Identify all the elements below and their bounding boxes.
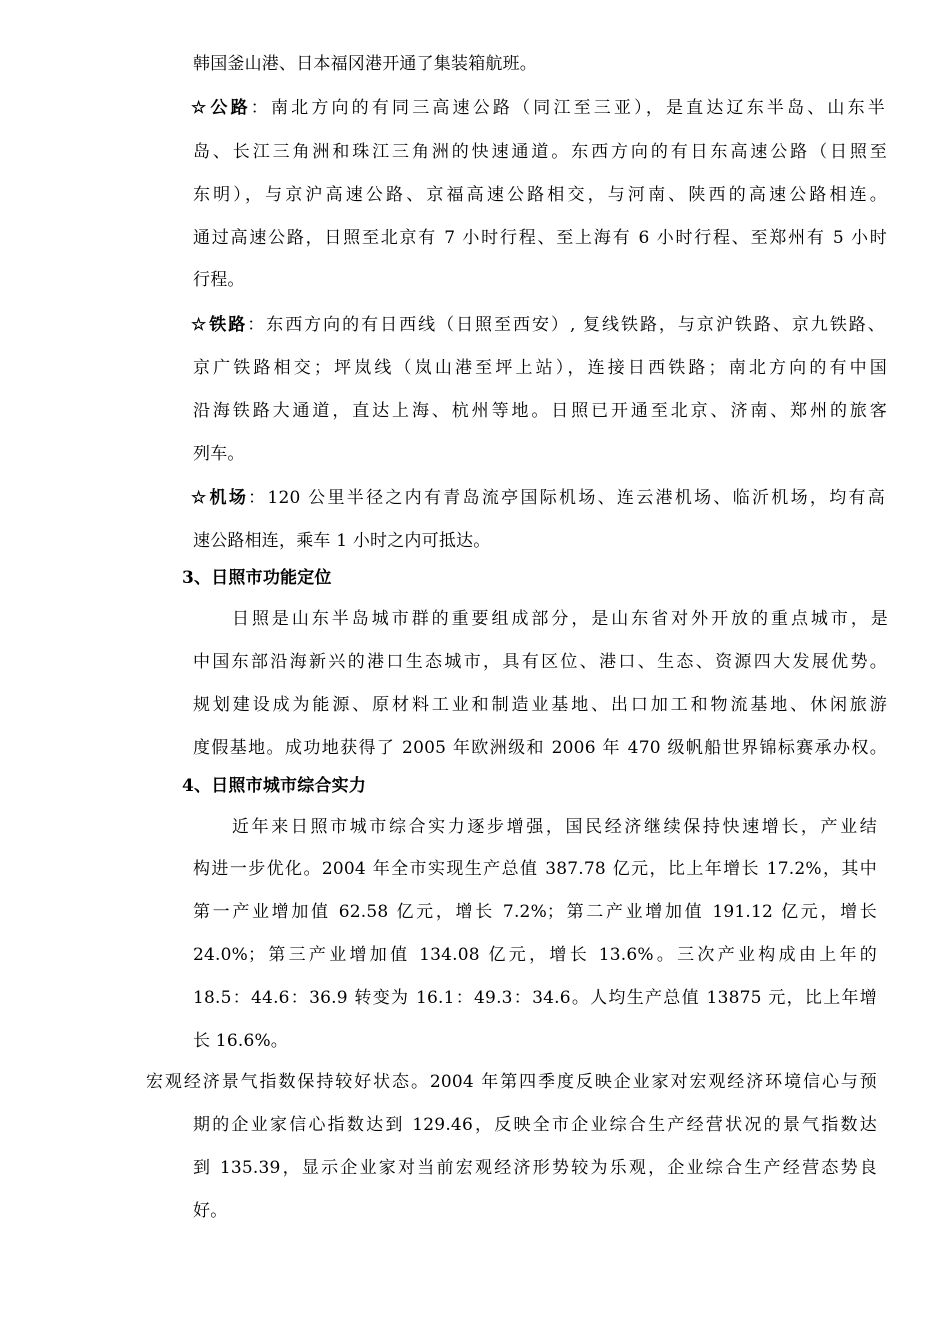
airport-line-2: 速公路相连，乘车 1 小时之内可抵达。 xyxy=(193,531,491,551)
section-4-heading: 4、日照市城市综合实力 xyxy=(182,776,367,796)
highway-line-2: 岛、长江三角洲和珠江三角洲的快速通道。东西方向的有日东高速公路（日照至 xyxy=(193,142,887,162)
section-4-line-2: 构进一步优化。2004 年全市实现生产总值 387.78 亿元，比上年增长 17.2%，其中 xyxy=(193,859,877,879)
star-icon: ☆ xyxy=(191,488,209,508)
highway-label: 公路 xyxy=(210,98,251,118)
airport-label: 机场 xyxy=(209,488,249,508)
highway-line-4: 通过高速公路，日照至北京有 7 小时行程、至上海有 6 小时行程、至郑州有 5 小时 xyxy=(193,228,887,248)
macro-line-1: 宏观经济景气指数保持较好状态。2004 年第四季度反映企业家对宏观经济环境信心与预 xyxy=(146,1072,877,1092)
railway-label: 铁路 xyxy=(209,315,248,335)
section-3-heading: 3、日照市功能定位 xyxy=(182,568,332,588)
star-icon: ☆ xyxy=(191,98,210,118)
star-icon: ☆ xyxy=(191,315,209,335)
railway-line-3: 沿海铁路大通道，直达上海、杭州等地。日照已开通至北京、济南、郑州的旅客 xyxy=(193,401,887,421)
macro-line-2: 期的企业家信心指数达到 129.46，反映全市企业综合生产经营状况的景气指数达 xyxy=(193,1115,877,1135)
railway-line-4: 列车。 xyxy=(193,444,245,464)
section-4-line-6: 长 16.6%。 xyxy=(193,1031,289,1051)
section-4-line-4: 24.0%；第三产业增加值 134.08 亿元，增长 13.6%。三次产业构成由上年的 xyxy=(193,945,877,965)
section-4-line-5: 18.5：44.6：36.9 转变为 16.1：49.3：34.6。人均生产总值 13875 元，比上年增 xyxy=(193,988,877,1008)
macro-line-3: 到 135.39，显示企业家对当前宏观经济形势较为乐观，企业综合生产经营态势良 xyxy=(193,1158,877,1178)
railway-line-1 xyxy=(191,313,885,337)
section-3-line-3: 规划建设成为能源、原材料工业和制造业基地、出口加工和物流基地、休闲旅游 xyxy=(193,695,887,715)
section-3-line-1: 日照是山东半岛城市群的重要组成部分，是山东省对外开放的重点城市，是 xyxy=(232,609,888,629)
airport-text: ：120 公里半径之内有青岛流亭国际机场、连云港机场、临沂机场，均有高 xyxy=(248,488,885,508)
section-4-line-1: 近年来日照市城市综合实力逐步增强，国民经济继续保持快速增长，产业结 xyxy=(232,817,877,837)
railway-text: ：东西方向的有日西线（日照至西安）, 复线铁路，与京沪铁路、京九铁路、 xyxy=(247,315,885,335)
section-4-line-3: 第一产业增加值 62.58 亿元，增长 7.2%；第二产业增加值 191.12 亿元，增长 xyxy=(193,902,877,922)
paragraph-line: 韩国釜山港、日本福冈港开通了集装箱航班。 xyxy=(193,54,537,74)
section-3-line-2: 中国东部沿海新兴的港口生态城市，具有区位、港口、生态、资源四大发展优势。 xyxy=(193,652,887,672)
airport-line-1 xyxy=(191,486,885,510)
highway-line-1 xyxy=(191,96,885,120)
highway-text: ：南北方向的有同三高速公路（同江至三亚），是直达辽东半岛、山东半 xyxy=(250,98,885,118)
highway-line-3: 东明），与京沪高速公路、京福高速公路相交，与河南、陕西的高速公路相连。 xyxy=(193,185,887,205)
section-3-line-4: 度假基地。成功地获得了 2005 年欧洲级和 2006 年 470 级帆船世界锦标赛承办权。 xyxy=(193,738,887,758)
macro-line-4: 好。 xyxy=(193,1201,228,1221)
highway-line-5: 行程。 xyxy=(193,270,245,290)
railway-line-2: 京广铁路相交；坪岚线（岚山港至坪上站），连接日西铁路；南北方向的有中国 xyxy=(193,358,887,378)
